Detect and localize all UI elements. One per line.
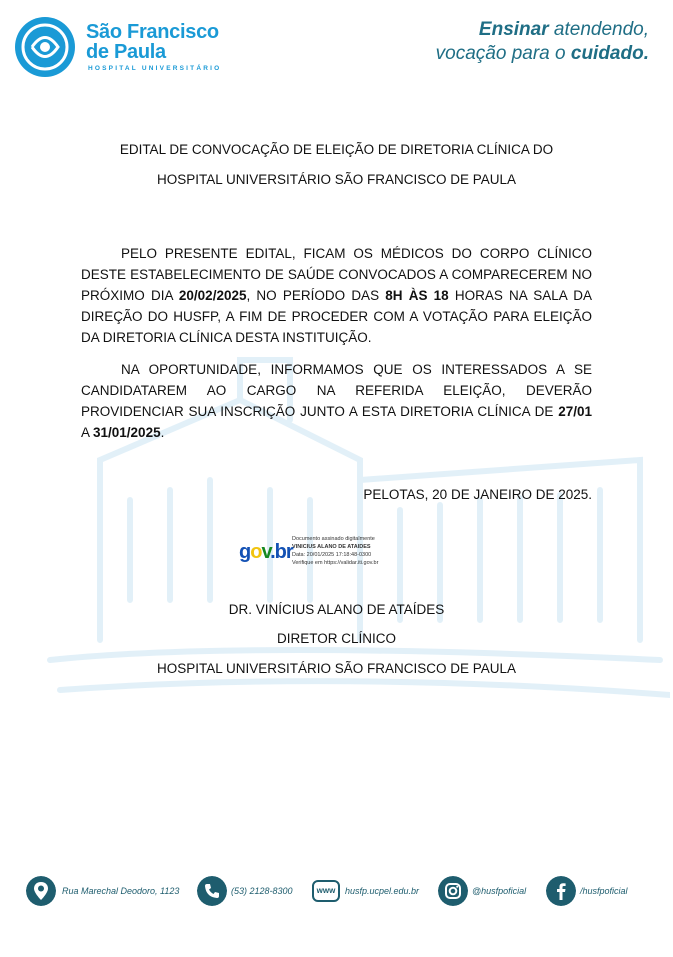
logo-emblem-icon: [14, 16, 76, 78]
web-icon: www: [312, 880, 340, 902]
tagline: [436, 18, 649, 66]
signer-role: DIRETOR CLÍNICO: [276, 631, 396, 646]
signer-institution: HOSPITAL UNIVERSITÁRIO SÃO FRANCISCO DE PAULA: [156, 661, 517, 676]
phone-icon: [197, 876, 227, 906]
election-date: 20/02/2025: [178, 288, 247, 303]
govbr-logo-g: g: [239, 541, 251, 563]
location-pin-icon: [26, 876, 56, 906]
digital-signature-stamp: [239, 535, 419, 575]
tagline-rest-1: atendendo,: [548, 19, 649, 40]
govbr-logo-v: v: [261, 541, 271, 563]
p2-text-a: NA OPORTUNIDADE, INFORMAMOS QUE OS INTERESSADOS A SE CANDIDATAREM AO CARGO NA REFERIDA ELEIÇÃO, DEVERÃO PROVIDENCIAR SUA INSCRIÇÃO JUNTO A ESTA DIRETORIA CLÍNICA DE: [81, 362, 592, 419]
address-label: Rua Marechal Deodoro, 1123: [62, 886, 180, 896]
logo-name-line1: São Francisco: [86, 21, 219, 43]
signature-verify-url: Verifique em https://validar.iti.gov.br: [292, 560, 379, 566]
tagline-rest-2: vocação para o: [435, 43, 571, 64]
p1-text-c: HORAS NA SALA DA DIREÇÃO DO HUSFP, A FIM DE PROCEDER COM A VOTAÇÃO PARA ELEIÇÃO DA DIRETORIA CLÍNICA DESTA INSTITUIÇÃO.: [81, 288, 592, 345]
govbr-logo-o: o: [250, 541, 262, 563]
signature-date: Data: 20/01/2025 17:18:48-0300: [292, 552, 372, 558]
p1-text-b: , NO PERÍODO DAS: [246, 288, 386, 303]
tagline-line2: [436, 42, 649, 66]
election-time: 8H ÀS 18: [385, 288, 449, 303]
tagline-line1: [436, 18, 649, 42]
footer: [0, 876, 673, 912]
logo-subtitle: HOSPITAL UNIVERSITÁRIO: [88, 65, 222, 72]
place-date: PELOTAS, 20 DE JANEIRO DE 2025.: [363, 487, 592, 502]
p2-text-c: .: [160, 425, 165, 440]
phone-label: (53) 2128-8300: [231, 886, 293, 896]
instagram-link[interactable]: @husfpoficial: [472, 886, 527, 896]
registration-start: 27/01: [558, 404, 592, 419]
tagline-bold-1: Ensinar: [478, 19, 549, 40]
signature-caption: Documento assinado digitalmente: [292, 536, 375, 542]
signer-full-name: DR. VINÍCIUS ALANO DE ATAÍDES: [228, 602, 445, 617]
document-body: [81, 243, 592, 454]
p1-text-a: PELO PRESENTE EDITAL, FICAM OS MÉDICOS DO CORPO CLÍNICO DESTE ESTABELECIMENTO DE SAÚDE CONVOCADOS A COMPARECEREM NO PRÓXIMO DIA: [81, 246, 592, 303]
p2-text-b: A: [81, 425, 94, 440]
instagram-icon[interactable]: [438, 876, 468, 906]
govbr-logo: [239, 541, 293, 564]
logo-name-line2: de Paula: [86, 41, 166, 63]
signature-details: [292, 535, 378, 567]
paragraph-1: [81, 243, 592, 348]
document-title-line1: EDITAL DE CONVOCAÇÃO DE ELEIÇÃO DE DIRETORIA CLÍNICA DO: [119, 142, 554, 157]
signer-name: VINICIUS ALANO DE ATAIDES: [292, 544, 371, 550]
registration-end: 31/01/2025: [93, 425, 161, 440]
paragraph-2: [81, 359, 592, 443]
facebook-link[interactable]: /husfpoficial: [580, 886, 628, 896]
tagline-bold-2: cuidado.: [570, 43, 649, 64]
website-link[interactable]: husfp.ucpel.edu.br: [345, 886, 420, 896]
document-title-line2: HOSPITAL UNIVERSITÁRIO SÃO FRANCISCO DE PAULA: [156, 172, 517, 187]
hospital-logo: [14, 16, 254, 78]
govbr-logo-br: .br: [270, 541, 293, 563]
facebook-icon[interactable]: [546, 876, 576, 906]
logo-name: [86, 22, 219, 62]
